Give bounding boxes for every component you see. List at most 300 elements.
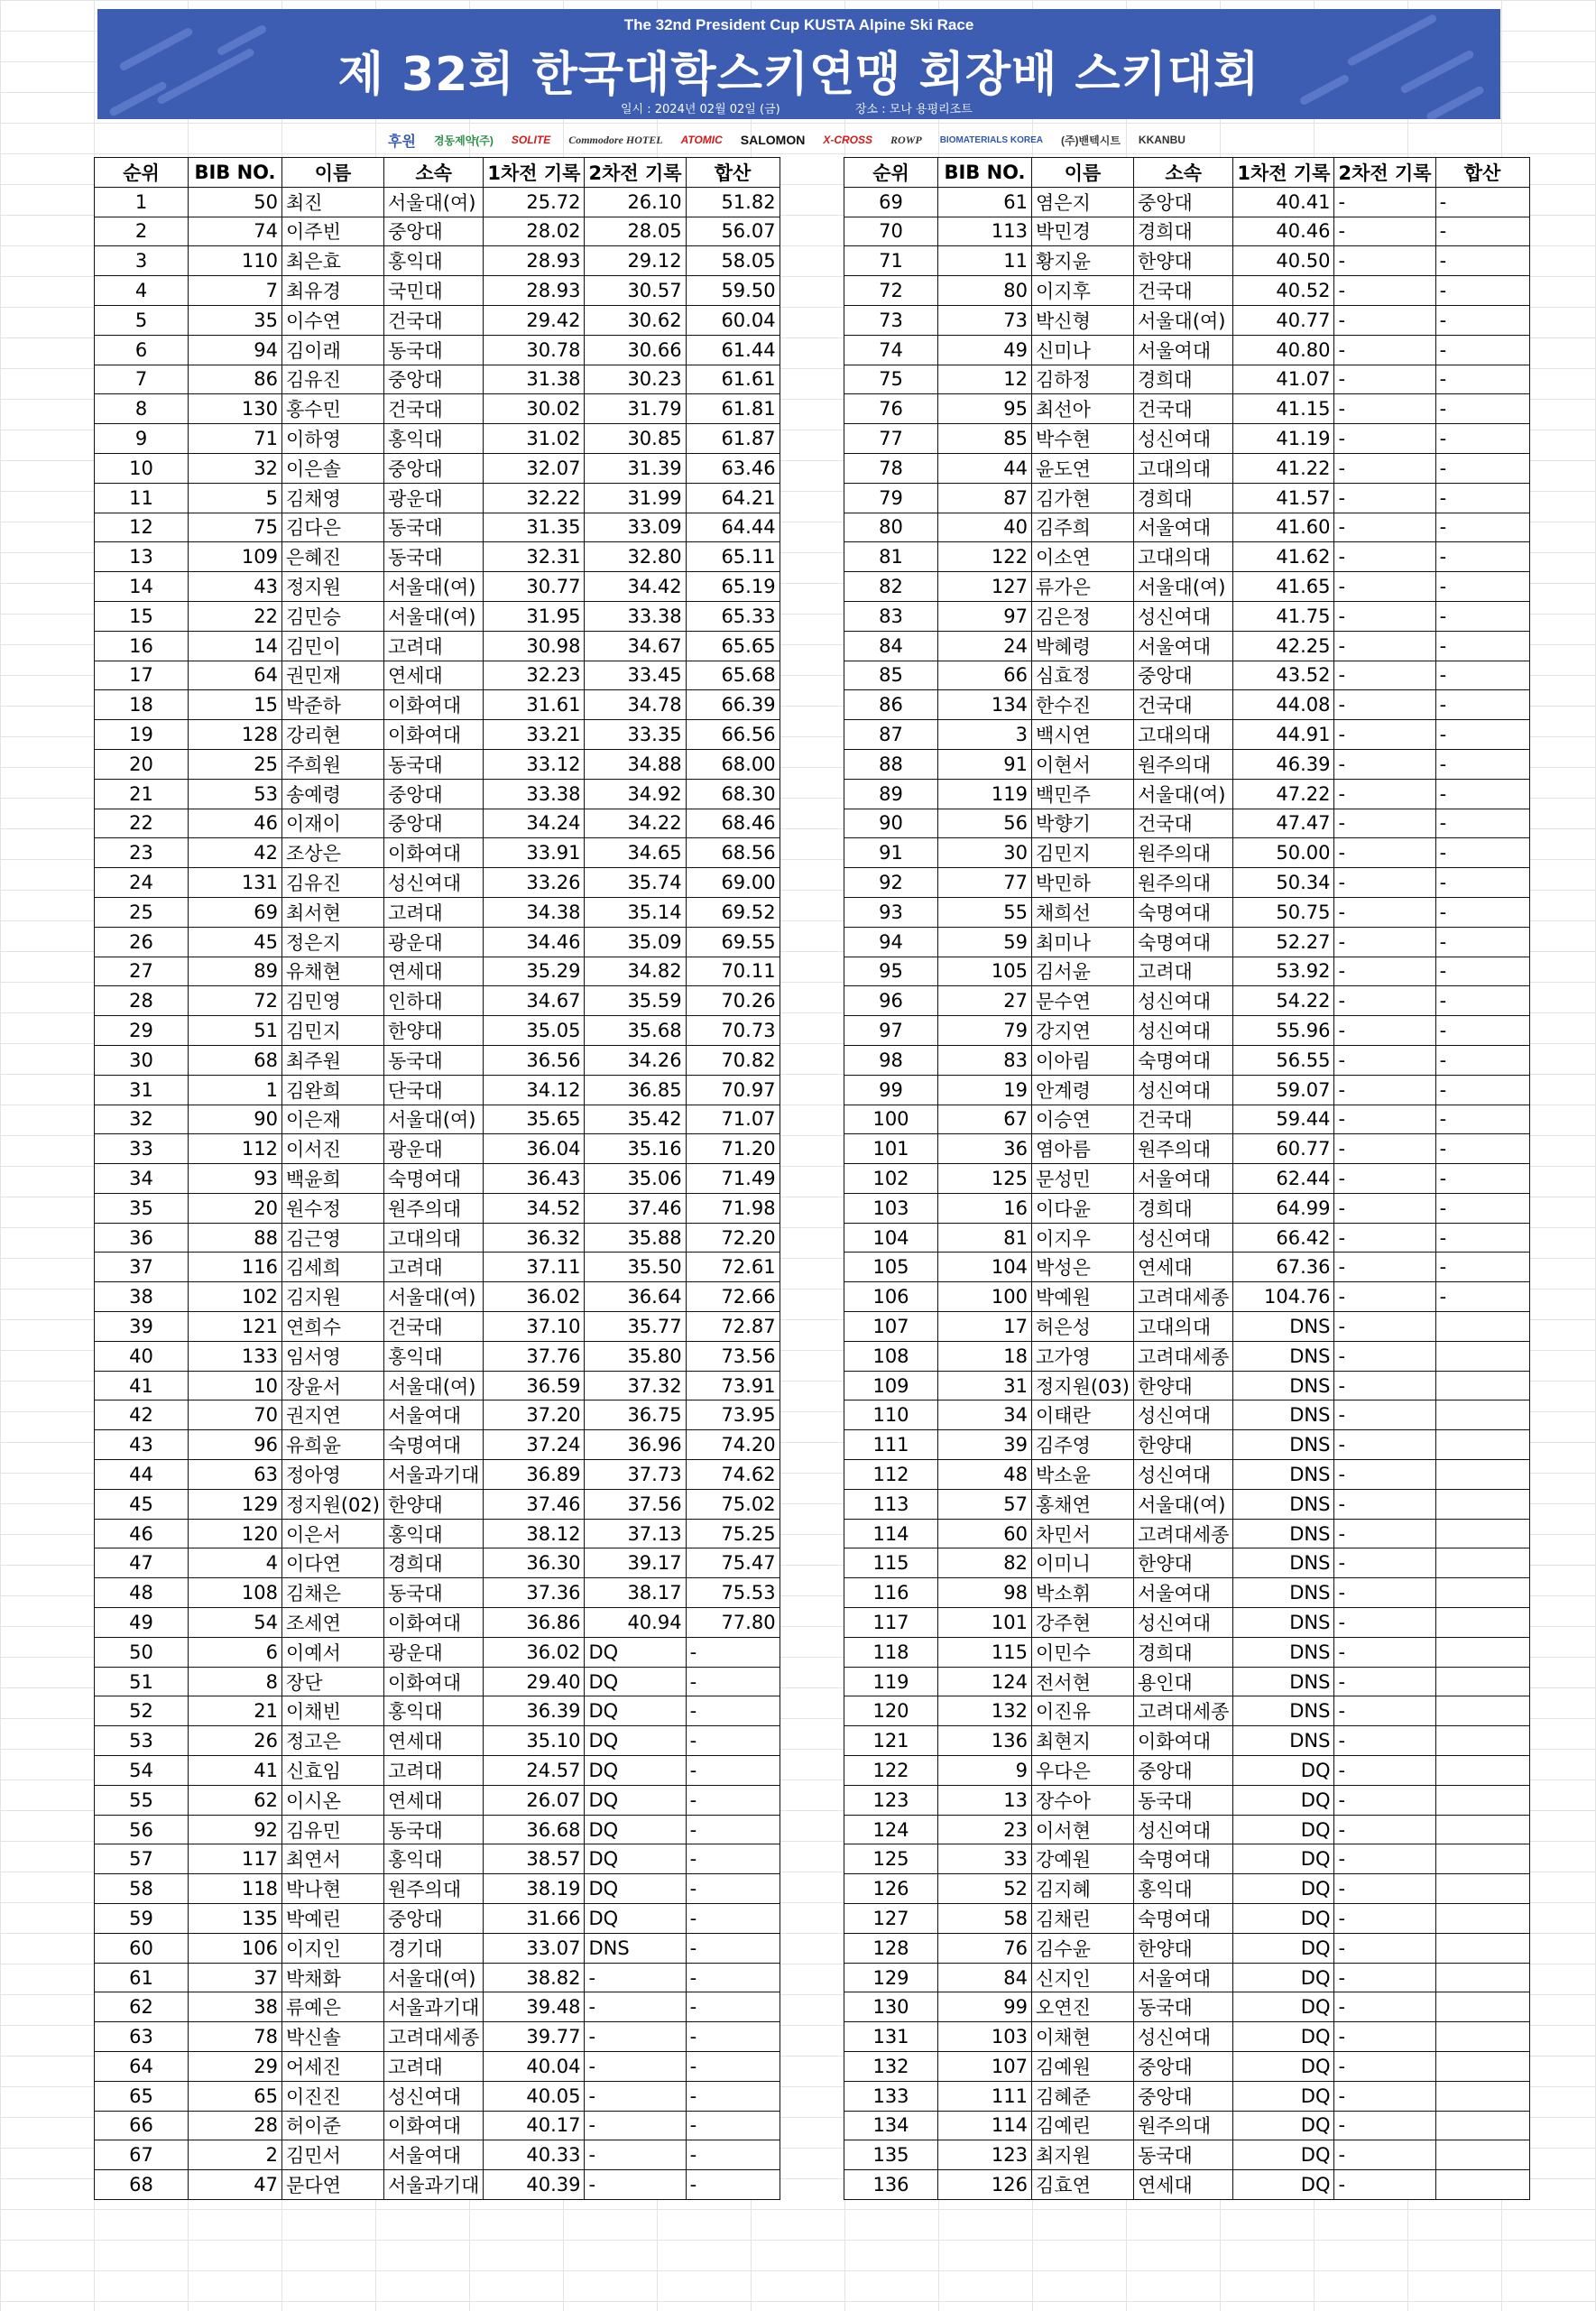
rank-cell: 99 xyxy=(844,1075,938,1105)
run1-cell: DNS xyxy=(1233,1726,1334,1756)
school-cell: 이화여대 xyxy=(383,1667,483,1696)
run1-cell: 104.76 xyxy=(1233,1282,1334,1312)
table-row xyxy=(844,1815,1530,1844)
school-cell: 동국대 xyxy=(1133,1785,1232,1815)
bib-cell: 88 xyxy=(189,1223,282,1253)
run2-cell: 29.12 xyxy=(585,246,686,276)
run2-cell: - xyxy=(1334,394,1435,424)
total-cell: 59.50 xyxy=(686,276,780,306)
name-cell: 이서현 xyxy=(1032,1815,1134,1844)
run2-cell: - xyxy=(1334,2022,1435,2052)
name-cell: 이민수 xyxy=(1032,1637,1134,1667)
run1-cell: 41.75 xyxy=(1233,601,1334,631)
bib-cell: 2 xyxy=(189,2140,282,2170)
table-row xyxy=(95,1608,780,1638)
rank-cell: 126 xyxy=(844,1874,938,1904)
name-cell: 박채화 xyxy=(282,1963,384,1992)
total-cell: - xyxy=(1435,986,1529,1016)
table-row xyxy=(844,809,1530,838)
bib-cell: 130 xyxy=(189,394,282,424)
run2-cell: 35.88 xyxy=(585,1223,686,1253)
run2-cell: - xyxy=(1334,749,1435,779)
name-cell: 최유경 xyxy=(282,276,384,306)
rank-cell: 127 xyxy=(844,1904,938,1934)
bib-cell: 109 xyxy=(189,542,282,572)
run2-cell: - xyxy=(1334,1105,1435,1134)
run2-cell: 35.42 xyxy=(585,1105,686,1134)
run1-cell: 34.38 xyxy=(484,897,585,927)
rank-cell: 81 xyxy=(844,542,938,572)
run2-cell: - xyxy=(1334,601,1435,631)
table-row xyxy=(844,1105,1530,1134)
bib-cell: 121 xyxy=(189,1312,282,1342)
bib-cell: 35 xyxy=(189,305,282,335)
total-cell: - xyxy=(1435,1134,1529,1164)
bib-cell: 134 xyxy=(938,690,1032,720)
header-bib: BIB NO. xyxy=(189,158,282,188)
total-cell: - xyxy=(1435,542,1529,572)
table-row xyxy=(95,1667,780,1696)
run1-cell: 43.52 xyxy=(1233,661,1334,690)
table-row xyxy=(95,1844,780,1874)
school-cell: 광운대 xyxy=(383,927,483,957)
run2-cell: 34.92 xyxy=(585,779,686,809)
name-cell: 박향기 xyxy=(1032,809,1134,838)
rank-cell: 107 xyxy=(844,1312,938,1342)
sponsor-logo: ATOMIC xyxy=(680,134,723,146)
run1-cell: 40.50 xyxy=(1233,246,1334,276)
run1-cell: 41.57 xyxy=(1233,483,1334,513)
bib-cell: 45 xyxy=(189,927,282,957)
run2-cell: 33.45 xyxy=(585,661,686,690)
table-row xyxy=(844,1992,1530,2022)
bib-cell: 26 xyxy=(189,1726,282,1756)
name-cell: 이진유 xyxy=(1032,1696,1134,1726)
sponsor-logo: Commodore HOTEL xyxy=(568,133,663,146)
school-cell: 성신여대 xyxy=(1133,1608,1232,1638)
run2-cell: 35.80 xyxy=(585,1341,686,1371)
total-cell: - xyxy=(1435,779,1529,809)
total-cell: 51.82 xyxy=(686,187,780,217)
school-cell: 경기대 xyxy=(383,1933,483,1963)
run1-cell: 36.43 xyxy=(484,1164,585,1194)
run1-cell: DNS xyxy=(1233,1460,1334,1490)
run1-cell: 33.21 xyxy=(484,720,585,750)
run1-cell: 39.77 xyxy=(484,2022,585,2052)
total-cell: - xyxy=(1435,276,1529,306)
bib-cell: 10 xyxy=(189,1371,282,1400)
run1-cell: 37.36 xyxy=(484,1578,585,1608)
bib-cell: 75 xyxy=(189,513,282,542)
name-cell: 송예령 xyxy=(282,779,384,809)
table-row xyxy=(95,246,780,276)
name-cell: 정은지 xyxy=(282,927,384,957)
name-cell: 강지연 xyxy=(1032,1016,1134,1046)
run1-cell: 37.20 xyxy=(484,1400,585,1430)
rank-cell: 57 xyxy=(95,1844,189,1874)
rank-cell: 110 xyxy=(844,1400,938,1430)
bib-cell: 81 xyxy=(938,1223,1032,1253)
school-cell: 중앙대 xyxy=(383,1904,483,1934)
bib-cell: 93 xyxy=(189,1164,282,1194)
name-cell: 김이래 xyxy=(282,335,384,365)
bib-cell: 97 xyxy=(938,601,1032,631)
run2-cell: - xyxy=(1334,1578,1435,1608)
name-cell: 염은지 xyxy=(1032,187,1134,217)
school-cell: 숙명여대 xyxy=(1133,927,1232,957)
run2-cell: - xyxy=(585,2140,686,2170)
bib-cell: 22 xyxy=(189,601,282,631)
rank-cell: 116 xyxy=(844,1578,938,1608)
bib-cell: 27 xyxy=(938,986,1032,1016)
school-cell: 성신여대 xyxy=(1133,1223,1232,1253)
rank-cell: 55 xyxy=(95,1785,189,1815)
name-cell: 김지혜 xyxy=(1032,1874,1134,1904)
school-cell: 원주의대 xyxy=(1133,838,1232,868)
rank-cell: 16 xyxy=(95,631,189,661)
rank-cell: 78 xyxy=(844,453,938,483)
rank-cell: 121 xyxy=(844,1726,938,1756)
run2-cell: - xyxy=(1334,1785,1435,1815)
school-cell: 홍익대 xyxy=(383,1844,483,1874)
school-cell: 고대의대 xyxy=(1133,720,1232,750)
rank-cell: 128 xyxy=(844,1933,938,1963)
table-row xyxy=(844,631,1530,661)
bib-cell: 133 xyxy=(189,1341,282,1371)
bib-cell: 82 xyxy=(938,1548,1032,1578)
total-cell: - xyxy=(686,1874,780,1904)
run1-cell: DNS xyxy=(1233,1519,1334,1548)
run1-cell: 67.36 xyxy=(1233,1253,1334,1282)
rank-cell: 46 xyxy=(95,1519,189,1548)
run1-cell: DQ xyxy=(1233,1963,1334,1992)
header-run1: 1차전 기록 xyxy=(484,158,585,188)
rank-cell: 2 xyxy=(95,217,189,246)
run1-cell: DQ xyxy=(1233,2081,1334,2111)
rank-cell: 130 xyxy=(844,1992,938,2022)
run2-cell: 31.79 xyxy=(585,394,686,424)
table-row xyxy=(95,927,780,957)
table-row xyxy=(844,690,1530,720)
table-row xyxy=(95,542,780,572)
run1-cell: 39.48 xyxy=(484,1992,585,2022)
event-venue: 장소 : 모나 용평리조트 xyxy=(855,103,973,116)
bib-cell: 25 xyxy=(189,749,282,779)
school-cell: 동국대 xyxy=(383,542,483,572)
name-cell: 이채빈 xyxy=(282,1696,384,1726)
school-cell: 한양대 xyxy=(383,1489,483,1519)
run1-cell: 41.07 xyxy=(1233,365,1334,394)
run1-cell: 40.05 xyxy=(484,2081,585,2111)
run2-cell: - xyxy=(1334,1696,1435,1726)
total-cell: - xyxy=(1435,394,1529,424)
bib-cell: 122 xyxy=(938,542,1032,572)
run2-cell: - xyxy=(1334,1460,1435,1490)
rank-cell: 28 xyxy=(95,986,189,1016)
rank-cell: 79 xyxy=(844,483,938,513)
run2-cell: 37.32 xyxy=(585,1371,686,1400)
name-cell: 이지인 xyxy=(282,1933,384,1963)
header-total: 합산 xyxy=(1435,158,1529,188)
table-row xyxy=(95,1341,780,1371)
bib-cell: 112 xyxy=(189,1134,282,1164)
school-cell: 동국대 xyxy=(383,749,483,779)
sponsor-logo: X-CROSS xyxy=(823,134,873,146)
school-cell: 경희대 xyxy=(383,1548,483,1578)
school-cell: 연세대 xyxy=(383,1785,483,1815)
rank-cell: 49 xyxy=(95,1608,189,1638)
bib-cell: 83 xyxy=(938,1045,1032,1075)
total-cell xyxy=(1435,1667,1529,1696)
run2-cell: - xyxy=(1334,305,1435,335)
bib-cell: 49 xyxy=(938,335,1032,365)
run2-cell: - xyxy=(585,1992,686,2022)
bib-cell: 135 xyxy=(189,1904,282,1934)
name-cell: 권지연 xyxy=(282,1400,384,1430)
total-cell xyxy=(1435,1726,1529,1756)
bib-cell: 37 xyxy=(189,1963,282,1992)
rank-cell: 108 xyxy=(844,1341,938,1371)
run2-cell: - xyxy=(1334,1637,1435,1667)
bib-cell: 50 xyxy=(189,187,282,217)
total-cell: 61.81 xyxy=(686,394,780,424)
table-row xyxy=(844,897,1530,927)
school-cell: 이화여대 xyxy=(1133,1726,1232,1756)
bib-cell: 19 xyxy=(938,1075,1032,1105)
school-cell: 건국대 xyxy=(383,1312,483,1342)
name-cell: 최연서 xyxy=(282,1844,384,1874)
run1-cell: 34.12 xyxy=(484,1075,585,1105)
rank-cell: 97 xyxy=(844,1016,938,1046)
total-cell: 65.68 xyxy=(686,661,780,690)
bib-cell: 41 xyxy=(189,1756,282,1786)
bib-cell: 6 xyxy=(189,1637,282,1667)
name-cell: 박예린 xyxy=(282,1904,384,1934)
table-row xyxy=(95,1726,780,1756)
rank-cell: 56 xyxy=(95,1815,189,1844)
bib-cell: 114 xyxy=(938,2111,1032,2140)
name-cell: 이아림 xyxy=(1032,1045,1134,1075)
total-cell xyxy=(1435,1844,1529,1874)
name-cell: 문성민 xyxy=(1032,1164,1134,1194)
run2-cell: - xyxy=(1334,779,1435,809)
name-cell: 백윤희 xyxy=(282,1164,384,1194)
total-cell xyxy=(1435,1963,1529,1992)
bib-cell: 77 xyxy=(938,868,1032,898)
run2-cell: 34.88 xyxy=(585,749,686,779)
school-cell: 광운대 xyxy=(383,1134,483,1164)
bib-cell: 23 xyxy=(938,1815,1032,1844)
total-cell: - xyxy=(1435,1105,1529,1134)
run1-cell: 34.24 xyxy=(484,809,585,838)
total-cell: 68.00 xyxy=(686,749,780,779)
table-row xyxy=(844,335,1530,365)
rank-cell: 23 xyxy=(95,838,189,868)
bib-cell: 44 xyxy=(938,453,1032,483)
bib-cell: 5 xyxy=(189,483,282,513)
run1-cell: 38.82 xyxy=(484,1963,585,1992)
bib-cell: 12 xyxy=(938,365,1032,394)
school-cell: 성신여대 xyxy=(1133,1815,1232,1844)
run2-cell: - xyxy=(1334,246,1435,276)
total-cell xyxy=(1435,2111,1529,2140)
school-cell: 서울대(여) xyxy=(383,572,483,602)
table-row xyxy=(95,1371,780,1400)
rank-cell: 31 xyxy=(95,1075,189,1105)
total-cell: 60.04 xyxy=(686,305,780,335)
table-row xyxy=(844,483,1530,513)
table-row xyxy=(844,1756,1530,1786)
school-cell: 성신여대 xyxy=(1133,2022,1232,2052)
name-cell: 박수현 xyxy=(1032,424,1134,454)
total-cell: - xyxy=(1435,1045,1529,1075)
run1-cell: 41.62 xyxy=(1233,542,1334,572)
bib-cell: 36 xyxy=(938,1134,1032,1164)
bib-cell: 66 xyxy=(938,661,1032,690)
name-cell: 류가은 xyxy=(1032,572,1134,602)
rank-cell: 96 xyxy=(844,986,938,1016)
run2-cell: - xyxy=(1334,1253,1435,1282)
school-cell: 서울대(여) xyxy=(1133,572,1232,602)
rank-cell: 43 xyxy=(95,1430,189,1460)
run2-cell: 34.82 xyxy=(585,957,686,986)
name-cell: 박신솔 xyxy=(282,2022,384,2052)
bib-cell: 116 xyxy=(189,1253,282,1282)
name-cell: 주희원 xyxy=(282,749,384,779)
total-cell: - xyxy=(1435,661,1529,690)
school-cell: 서울과기대 xyxy=(383,2170,483,2200)
total-cell: 65.11 xyxy=(686,542,780,572)
run1-cell: 36.56 xyxy=(484,1045,585,1075)
table-row xyxy=(844,246,1530,276)
table-row xyxy=(844,1519,1530,1548)
name-cell: 김유민 xyxy=(282,1815,384,1844)
run2-cell: - xyxy=(585,1963,686,1992)
rank-cell: 32 xyxy=(95,1105,189,1134)
bib-cell: 51 xyxy=(189,1016,282,1046)
total-cell xyxy=(1435,1489,1529,1519)
run2-cell: - xyxy=(1334,1371,1435,1400)
school-cell: 건국대 xyxy=(1133,276,1232,306)
run1-cell: 35.10 xyxy=(484,1726,585,1756)
rank-cell: 4 xyxy=(95,276,189,306)
rank-cell: 14 xyxy=(95,572,189,602)
total-cell: - xyxy=(1435,1075,1529,1105)
name-cell: 박나현 xyxy=(282,1874,384,1904)
run2-cell: - xyxy=(1334,927,1435,957)
run2-cell: 35.16 xyxy=(585,1134,686,1164)
total-cell: - xyxy=(1435,424,1529,454)
run1-cell: DNS xyxy=(1233,1667,1334,1696)
table-row xyxy=(844,1844,1530,1874)
rank-cell: 100 xyxy=(844,1105,938,1134)
total-cell: - xyxy=(1435,838,1529,868)
run2-cell: - xyxy=(1334,335,1435,365)
name-cell: 허이준 xyxy=(282,2111,384,2140)
run1-cell: DNS xyxy=(1233,1371,1334,1400)
rank-cell: 136 xyxy=(844,2170,938,2200)
rank-cell: 101 xyxy=(844,1134,938,1164)
total-cell: 75.53 xyxy=(686,1578,780,1608)
school-cell: 경희대 xyxy=(1133,217,1232,246)
total-cell xyxy=(1435,2081,1529,2111)
bib-cell: 52 xyxy=(938,1874,1032,1904)
run2-cell: - xyxy=(1334,217,1435,246)
table-row xyxy=(95,838,780,868)
run2-cell: 36.85 xyxy=(585,1075,686,1105)
total-cell: 72.87 xyxy=(686,1312,780,1342)
total-cell: 68.30 xyxy=(686,779,780,809)
run1-cell: 24.57 xyxy=(484,1756,585,1786)
school-cell: 경희대 xyxy=(1133,1637,1232,1667)
rank-cell: 39 xyxy=(95,1312,189,1342)
total-cell: - xyxy=(1435,601,1529,631)
total-cell xyxy=(1435,1312,1529,1342)
table-row xyxy=(844,1045,1530,1075)
total-cell: - xyxy=(1435,483,1529,513)
run1-cell: DQ xyxy=(1233,2111,1334,2140)
total-cell: - xyxy=(1435,572,1529,602)
name-cell: 은혜진 xyxy=(282,542,384,572)
total-cell: - xyxy=(1435,513,1529,542)
run1-cell: 40.80 xyxy=(1233,335,1334,365)
bib-cell: 85 xyxy=(938,424,1032,454)
bib-cell: 57 xyxy=(938,1489,1032,1519)
name-cell: 백시연 xyxy=(1032,720,1134,750)
run2-cell: 34.22 xyxy=(585,809,686,838)
total-cell: - xyxy=(1435,365,1529,394)
school-cell: 성신여대 xyxy=(1133,1460,1232,1490)
name-cell: 조상은 xyxy=(282,838,384,868)
table-row xyxy=(844,986,1530,1016)
table-row xyxy=(95,335,780,365)
rank-cell: 7 xyxy=(95,365,189,394)
name-cell: 김채은 xyxy=(282,1578,384,1608)
bib-cell: 28 xyxy=(189,2111,282,2140)
run1-cell: DQ xyxy=(1233,1844,1334,1874)
school-cell: 중앙대 xyxy=(383,217,483,246)
rank-cell: 53 xyxy=(95,1726,189,1756)
school-cell: 숙명여대 xyxy=(1133,1045,1232,1075)
bib-cell: 42 xyxy=(189,838,282,868)
total-cell xyxy=(1435,1519,1529,1548)
table-row xyxy=(844,2022,1530,2052)
run1-cell: 52.27 xyxy=(1233,927,1334,957)
table-row xyxy=(844,1904,1530,1934)
run1-cell: 38.57 xyxy=(484,1844,585,1874)
event-subtitle: The 32nd President Cup KUSTA Alpine Ski Race xyxy=(623,16,974,33)
run2-cell: - xyxy=(1334,2111,1435,2140)
rank-cell: 102 xyxy=(844,1164,938,1194)
total-cell: 70.82 xyxy=(686,1045,780,1075)
school-cell: 홍익대 xyxy=(383,424,483,454)
run1-cell: 28.93 xyxy=(484,276,585,306)
run1-cell: 40.46 xyxy=(1233,217,1334,246)
total-cell: 70.11 xyxy=(686,957,780,986)
run2-cell: 31.39 xyxy=(585,453,686,483)
run2-cell: - xyxy=(585,2022,686,2052)
run1-cell: DNS xyxy=(1233,1608,1334,1638)
bib-cell: 18 xyxy=(938,1341,1032,1371)
school-cell: 서울여대 xyxy=(1133,631,1232,661)
rank-cell: 37 xyxy=(95,1253,189,1282)
name-cell: 이하영 xyxy=(282,424,384,454)
run1-cell: 37.46 xyxy=(484,1489,585,1519)
name-cell: 이은서 xyxy=(282,1519,384,1548)
school-cell: 광운대 xyxy=(383,1637,483,1667)
total-cell xyxy=(1435,1460,1529,1490)
total-cell: - xyxy=(686,1696,780,1726)
